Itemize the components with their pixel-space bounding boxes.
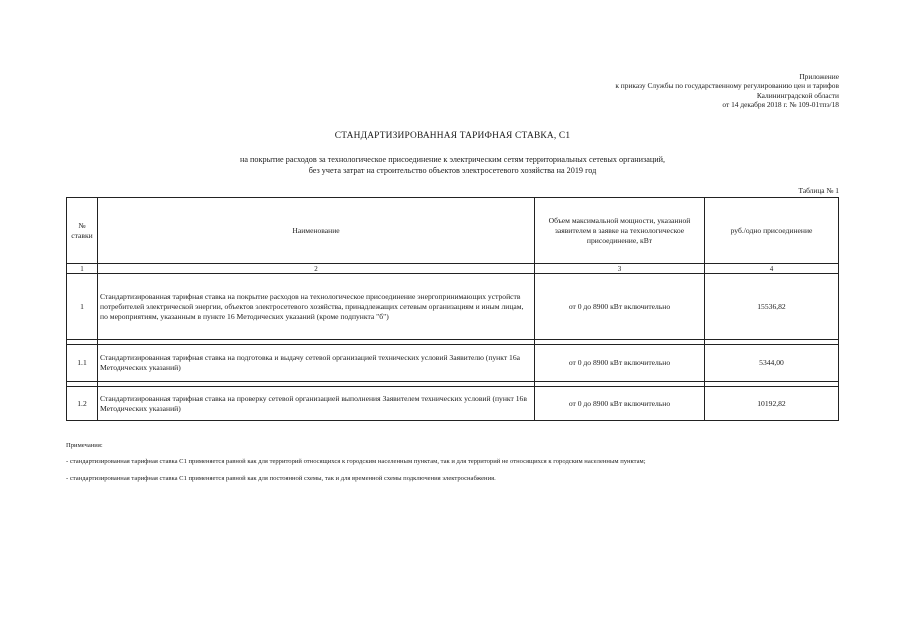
notes-block — [66, 441, 846, 491]
column-number: 1 — [67, 264, 98, 274]
header-no: № ставки — [67, 198, 98, 264]
row-number: 1.2 — [67, 387, 98, 421]
note-item: - стандартизированная тарифная ставка С1 применяется равной как для постоянной схемы, так и для временной схемы подключения электроснабжения. — [66, 475, 496, 482]
document-title: СТАНДАРТИЗИРОВАННАЯ ТАРИФНАЯ СТАВКА, С1 — [334, 131, 571, 141]
row-price: 5344,00 — [705, 345, 839, 382]
header-name: Наименование — [98, 198, 535, 264]
row-name: Стандартизированная тарифная ставка на покрытие расходов на технологическое присоединение энергопринимающих устройств потребителей электрической энергии, объектов электросетевого хозяйства, принадлежащих сетевым организациям и иным лицам, по мероприятиям, указанным в пункте 16 Методических указаний (кроме подпункта "б") — [98, 274, 535, 340]
column-number-row — [67, 264, 839, 274]
table-row — [67, 345, 839, 382]
appendix-line: от 14 декабря 2018 г. № 109-01тпэ/18 — [722, 100, 839, 110]
column-number: 3 — [535, 264, 705, 274]
row-number: 1.1 — [67, 345, 98, 382]
column-number: 2 — [98, 264, 535, 274]
row-volume: от 0 до 8900 кВт включительно — [535, 274, 705, 340]
tariff-table — [66, 197, 839, 421]
column-number: 4 — [705, 264, 839, 274]
table-header-row — [67, 198, 839, 264]
document-subtitle — [0, 155, 905, 176]
row-name: Стандартизированная тарифная ставка на проверку сетевой организацией выполнения Заявителем технических условий (пункт 16в Методических указаний) — [98, 387, 535, 421]
table-row — [67, 387, 839, 421]
table-number: Таблица № 1 — [798, 186, 839, 195]
row-price: 10192,82 — [705, 387, 839, 421]
table-row — [67, 274, 839, 340]
subtitle-line: без учета затрат на строительство объектов электросетевого хозяйства на 2019 год — [308, 165, 597, 175]
appendix-line: к приказу Службы по государственному регулированию цен и тарифов — [615, 81, 839, 91]
row-volume: от 0 до 8900 кВт включительно — [535, 345, 705, 382]
subtitle-line: на покрытие расходов за технологическое присоединение к электрическим сетям территориальных сетевых организаций, — [239, 155, 666, 164]
row-name: Стандартизированная тарифная ставка на подготовка и выдачу сетевой организацией технических условий Заявителю (пункт 16а Методических указаний) — [98, 345, 535, 382]
row-price: 15536,82 — [705, 274, 839, 340]
header-price: руб./одно присоединение — [705, 198, 839, 264]
appendix-line: Приложение — [799, 72, 839, 81]
appendix-block — [615, 72, 839, 110]
notes-title: Примечания: — [66, 442, 103, 449]
row-volume: от 0 до 8900 кВт включительно — [535, 387, 705, 421]
appendix-line: Калининградской области — [756, 90, 839, 100]
note-item: - стандартизированная тарифная ставка С1 применяется равной как для территорий относящихся к городским населенным пунктам, так и для территорий не относящихся к городским населенным пунктам; — [66, 458, 646, 465]
row-number: 1 — [67, 274, 98, 340]
header-volume: Объем максимальной мощности, указанной заявителем в заявке на технологическое присоединение, кВт — [535, 198, 705, 264]
